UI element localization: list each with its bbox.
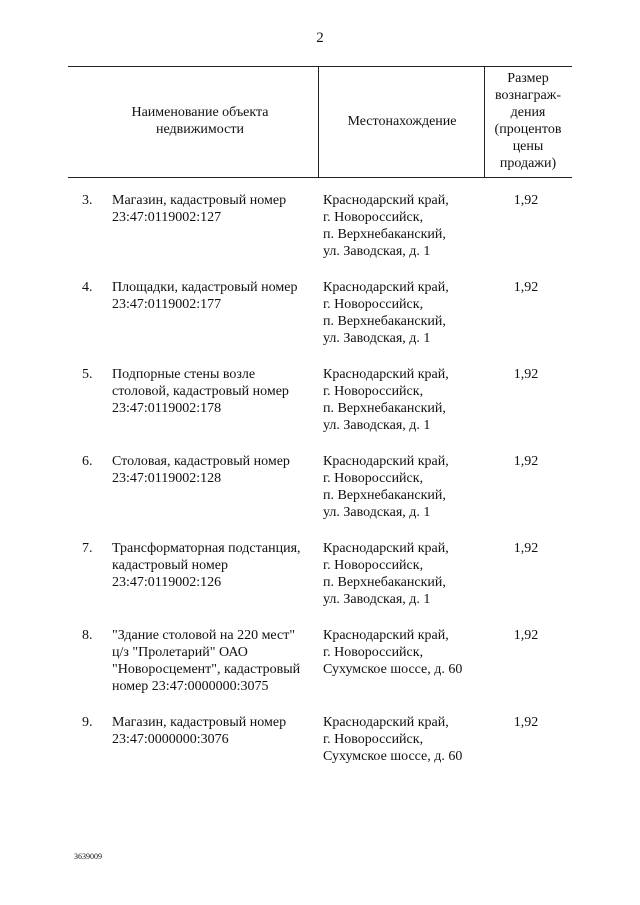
object-location: Краснодарский край, г. Новороссийск, Сухумское шоссе, д. 60 xyxy=(323,628,463,677)
header-location: Местонахождение xyxy=(347,114,457,129)
reward-rate: 1,92 xyxy=(513,715,539,730)
object-location: Краснодарский край, г. Новороссийск, п. Верхнебаканский, ул. Заводская, д. 1 xyxy=(323,280,449,346)
reward-rate: 1,92 xyxy=(513,193,539,208)
column-divider-name-location xyxy=(318,66,319,178)
row-number: 6. xyxy=(82,454,93,469)
document-code: 3639009 xyxy=(74,852,102,861)
object-location: Краснодарский край, г. Новороссийск, п. Верхнебаканский, ул. Заводская, д. 1 xyxy=(323,454,449,520)
header-rate: Размер вознаграж- дения (процентов цены продажи) xyxy=(494,71,562,171)
row-number: 3. xyxy=(82,193,93,208)
object-name: Магазин, кадастровый номер 23:47:0119002:127 xyxy=(112,193,287,225)
object-name: Столовая, кадастровый номер 23:47:0119002:128 xyxy=(112,454,290,486)
object-name: Подпорные стены возле столовой, кадастровый номер 23:47:0119002:178 xyxy=(112,367,289,416)
row-number: 4. xyxy=(82,280,93,295)
object-location: Краснодарский край, г. Новороссийск, п. Верхнебаканский, ул. Заводская, д. 1 xyxy=(323,193,449,259)
row-number: 8. xyxy=(82,628,93,643)
row-number: 9. xyxy=(82,715,93,730)
object-name: Магазин, кадастровый номер 23:47:0000000:3076 xyxy=(112,715,287,747)
object-location: Краснодарский край, г. Новороссийск, Сухумское шоссе, д. 60 xyxy=(323,715,463,764)
object-name: Трансформаторная подстанция, кадастровый номер 23:47:0119002:126 xyxy=(112,541,301,590)
row-number: 5. xyxy=(82,367,93,382)
row-number: 7. xyxy=(82,541,93,556)
object-name: "Здание столовой на 220 мест" ц/з "Пролетарий" ОАО "Новоросцемент", кадастровый номер 23:47:0000000:3075 xyxy=(112,628,301,694)
reward-rate: 1,92 xyxy=(513,454,539,469)
reward-rate: 1,92 xyxy=(513,280,539,295)
reward-rate: 1,92 xyxy=(513,367,539,382)
page-number: 2 xyxy=(316,30,324,46)
table-top-border xyxy=(68,66,572,67)
object-location: Краснодарский край, г. Новороссийск, п. Верхнебаканский, ул. Заводская, д. 1 xyxy=(323,367,449,433)
table-header-bottom-border xyxy=(68,177,572,178)
reward-rate: 1,92 xyxy=(513,628,539,643)
reward-rate: 1,92 xyxy=(513,541,539,556)
object-name: Площадки, кадастровый номер 23:47:0119002:177 xyxy=(112,280,298,312)
header-name: Наименование объекта недвижимости xyxy=(131,105,269,137)
object-location: Краснодарский край, г. Новороссийск, п. Верхнебаканский, ул. Заводская, д. 1 xyxy=(323,541,449,607)
